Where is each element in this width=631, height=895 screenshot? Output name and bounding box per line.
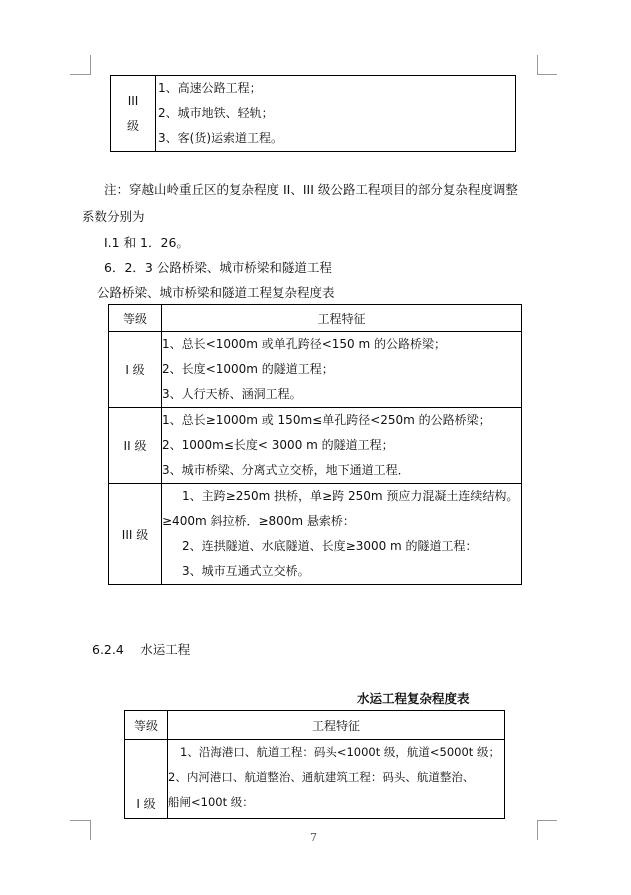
feature-line: 3、城市桥梁、分离式立交桥，地下通道工程． [162, 463, 410, 477]
table-title: 水运工程复杂程度表 [357, 691, 470, 706]
feature-line: 1、高速公路工程； [158, 81, 262, 95]
grade-cell: I 级 [125, 740, 168, 819]
feature-line: 2、连拱隧道、水底隧道、长度≥3000 m 的隧道工程： [182, 539, 478, 553]
table-row [109, 332, 522, 408]
feature-line: 2、内河港口、航道整治、通航建筑工程：码头、航道整治、 [168, 770, 475, 784]
crop-mark-top-left-h [70, 74, 90, 75]
feature-line: 2、1000m≤长度< 3000 m 的隧道工程； [162, 438, 394, 452]
grade-cell: III 级 [109, 484, 162, 585]
note-line-1: 注：穿越山岭重丘区的复杂程度 II、III 级公路工程项目的部分复杂程度调整 [104, 182, 518, 197]
page-number: 7 [310, 831, 317, 844]
grade-label-suffix: 级 [126, 118, 139, 133]
feature-line: 1、总长<1000m 或单孔跨径<150 m 的公路桥梁； [162, 337, 447, 351]
table-row [111, 76, 516, 152]
table-row [109, 484, 522, 585]
note-line-2: 系数分别为 [82, 209, 145, 224]
crop-mark-top-right-h [537, 74, 557, 75]
table-continued [110, 75, 516, 152]
feature-line: 3、客(货)运索道工程。 [158, 131, 283, 145]
feature-line: 船闸<100t 级： [168, 795, 254, 809]
crop-mark-bottom-left-v [90, 820, 91, 840]
note-line-3: I.1 和 1．26。 [104, 235, 189, 250]
feature-line: 3、人行天桥、涵洞工程。 [162, 387, 302, 401]
grade-cell: I 级 [109, 332, 162, 408]
feature-line: 1、主跨≥250m 拱桥，单≥跨 250m 预应力混凝土连续结构。 [182, 489, 519, 503]
feature-cell [162, 408, 522, 484]
table-row [109, 408, 522, 484]
grade-cell: II 级 [109, 408, 162, 484]
table-bridge [108, 304, 522, 585]
feature-cell [168, 740, 505, 819]
header-feature: 工程特征 [162, 305, 522, 332]
header-grade: 等级 [109, 305, 162, 332]
feature-line: ≥400m 斜拉桥．≥800m 悬索桥： [162, 514, 355, 528]
feature-line: 2、长度<1000m 的隧道工程； [162, 362, 334, 376]
crop-mark-bottom-right-h [537, 820, 557, 821]
feature-line: 3、城市互通式立交桥。 [182, 564, 310, 578]
feature-line: 1、沿海港口、航道工程：码头<1000t 级，航道<5000t 级； [180, 745, 500, 759]
feature-cell [156, 76, 516, 152]
table-title: 公路桥梁、城市桥梁和隧道工程复杂程度表 [97, 285, 335, 300]
crop-mark-bottom-left-h [70, 820, 90, 821]
header-feature: 工程特征 [168, 711, 505, 740]
feature-line: 1、总长≥1000m 或 150m≤单孔跨径<250m 的公路桥梁； [162, 413, 491, 427]
table-header-row [109, 305, 522, 332]
section-heading: 6.2.4 水运工程 [92, 642, 191, 657]
grade-label: III [127, 93, 139, 108]
header-grade: 等级 [125, 711, 168, 740]
crop-mark-top-right-v [537, 55, 538, 75]
table-water [124, 710, 505, 819]
feature-cell [162, 332, 522, 408]
table-row [125, 740, 505, 819]
feature-cell [162, 484, 522, 585]
feature-line: 2、城市地铁、轻轨； [158, 106, 274, 120]
grade-cell [111, 76, 156, 152]
crop-mark-top-left-v [90, 55, 91, 75]
table-header-row [125, 711, 505, 740]
section-heading: 6．2．3 公路桥梁、城市桥梁和隧道工程 [104, 260, 332, 275]
crop-mark-bottom-right-v [537, 820, 538, 840]
